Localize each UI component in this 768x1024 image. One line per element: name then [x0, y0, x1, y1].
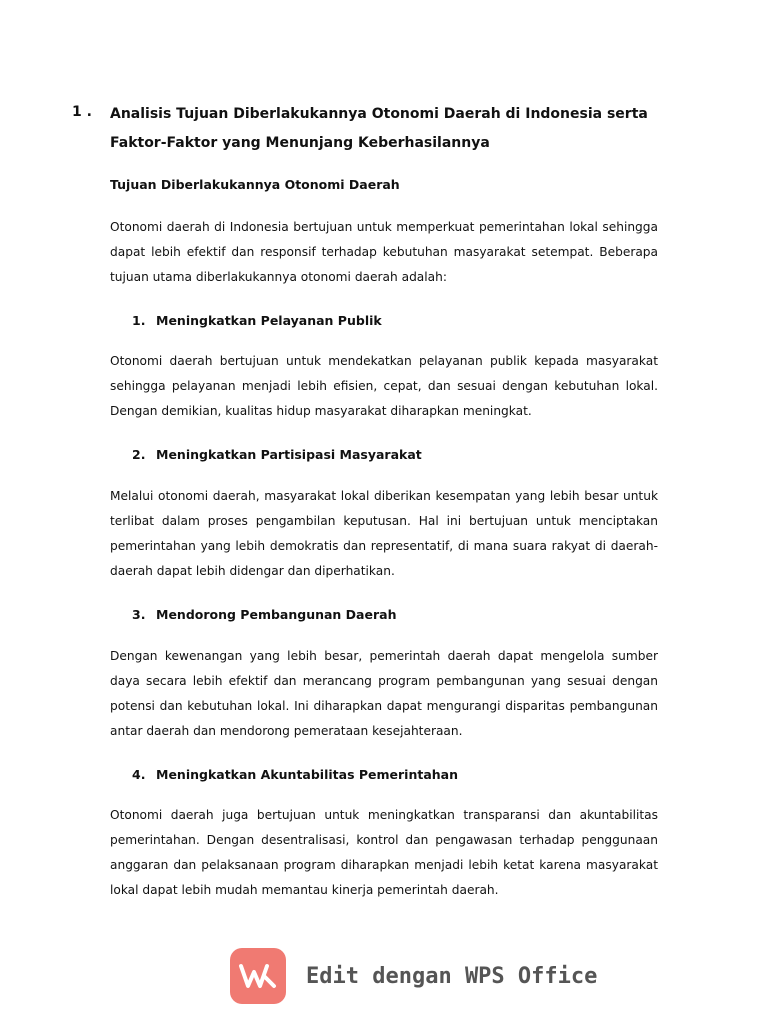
wps-office-logo-icon: [230, 948, 286, 1004]
list-item-title: Meningkatkan Partisipasi Masyarakat: [156, 447, 422, 462]
intro-paragraph: Otonomi daerah di Indonesia bertujuan untuk memperkuat pemerintahan lokal sehingga dapat lebih efektif dan responsif terhadap kebutuhan masyarakat setempat. Beberapa tujuan utama diberlakukannya otonomi daerah adalah:: [110, 220, 658, 284]
list-item-2-heading: [132, 447, 422, 462]
list-item-number: 2.: [132, 447, 146, 462]
list-item-3-heading: [132, 607, 396, 622]
wps-watermark-text: Edit dengan WPS Office: [306, 963, 598, 989]
section-number: 1 .: [72, 104, 92, 120]
list-item-number: 1.: [132, 313, 146, 328]
list-item-title: Meningkatkan Pelayanan Publik: [156, 313, 382, 328]
list-item-number: 3.: [132, 607, 146, 622]
list-item-1-body: Otonomi daerah bertujuan untuk mendekatkan pelayanan publik kepada masyarakat sehingga pelayanan menjadi lebih efisien, cepat, dan sesuai dengan kebutuhan lokal. Dengan demikian, kualitas hidup masyarakat diharapkan meningkat.: [110, 354, 658, 418]
section-title: Analisis Tujuan Diberlakukannya Otonomi Daerah di Indonesia serta Faktor-Faktor yang Menunjang Keberhasilannya: [110, 106, 648, 151]
wps-watermark[interactable]: [230, 948, 597, 1004]
list-item-1-heading: [132, 313, 382, 328]
list-item-number: 4.: [132, 767, 146, 782]
list-item-title: Meningkatkan Akuntabilitas Pemerintahan: [156, 767, 459, 782]
list-item-title: Mendorong Pembangunan Daerah: [156, 607, 397, 622]
list-item-3-body: Dengan kewenangan yang lebih besar, pemerintah daerah dapat mengelola sumber daya secara lebih efektif dan merancang program pembangunan yang sesuai dengan potensi dan kebutuhan lokal. Ini diharapkan dapat mengurangi disparitas pembangunan antar daerah dan mendorong pemerataan kesejahteraan.: [110, 649, 658, 738]
list-item-4-body: Otonomi daerah juga bertujuan untuk meningkatkan transparansi dan akuntabilitas pemerintahan. Dengan desentralisasi, kontrol dan pengawasan terhadap penggunaan anggaran dan pelaksanaan program diharapkan menjadi lebih ketat karena masyarakat lokal dapat lebih mudah memantau kinerja pemerintah daerah.: [110, 808, 658, 897]
subheading: Tujuan Diberlakukannya Otonomi Daerah: [110, 177, 400, 192]
list-item-4-heading: [132, 767, 458, 782]
list-item-2-body: Melalui otonomi daerah, masyarakat lokal diberikan kesempatan yang lebih besar untuk terlibat dalam proses pengambilan keputusan. Hal ini bertujuan untuk menciptakan pemerintahan yang lebih demokratis dan representatif, di mana suara rakyat di daerah-daerah dapat lebih didengar dan diperhatikan.: [110, 489, 658, 578]
